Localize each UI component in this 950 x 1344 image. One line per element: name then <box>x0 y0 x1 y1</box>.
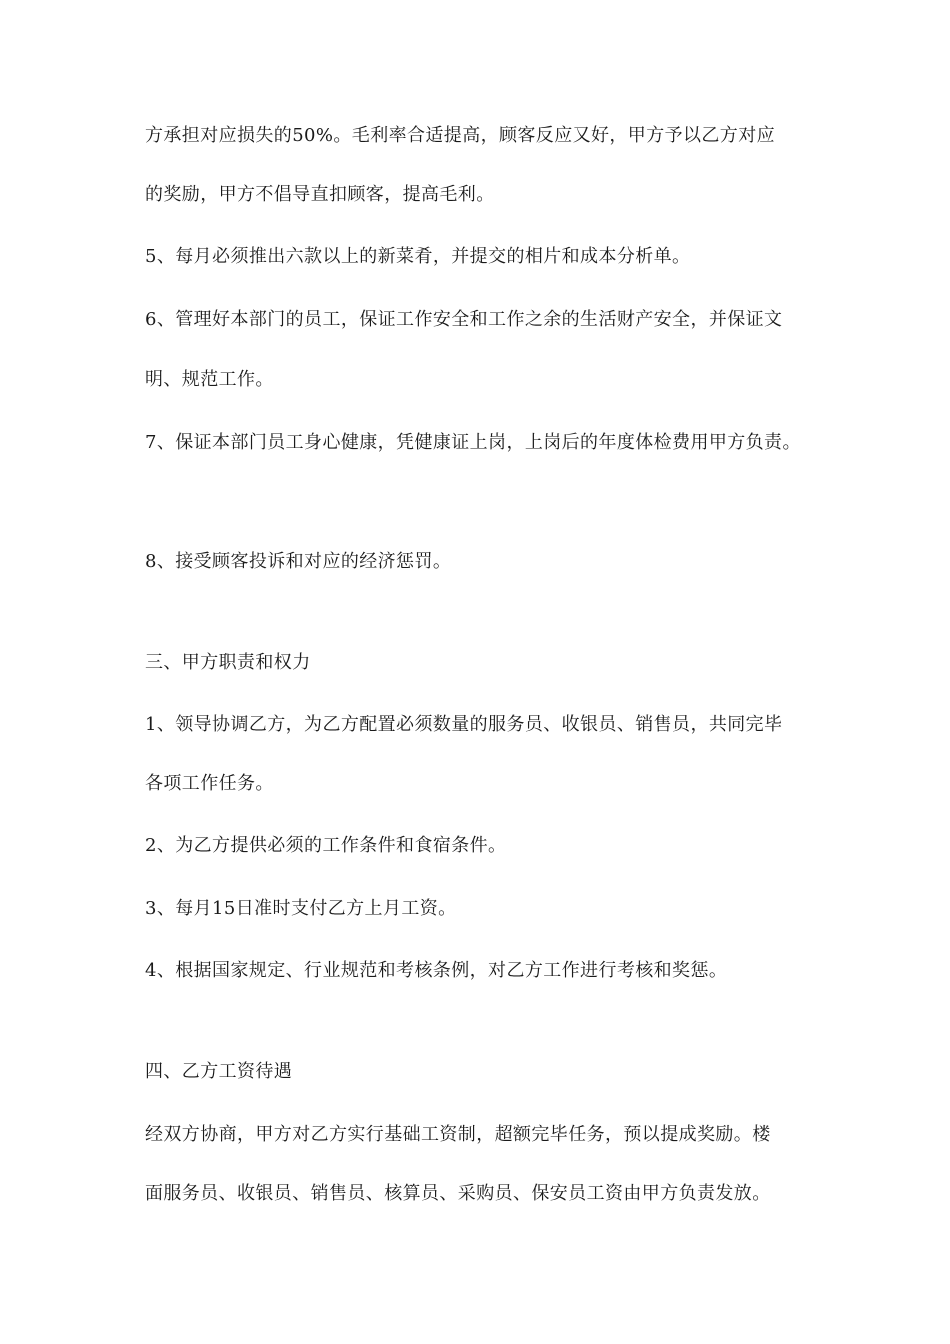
paragraph-line: 方承担对应损失的50%。毛利率合适提高，顾客反应又好，甲方予以乙方对应 <box>145 125 776 146</box>
list-item-5: 5、每月必须推出六款以上的新菜肴，并提交的相片和成本分析单。 <box>145 246 691 267</box>
section-heading-4: 四、乙方工资待遇 <box>145 1061 293 1082</box>
list-item-8: 8、接受顾客投诉和对应的经济惩罚。 <box>145 551 452 572</box>
paragraph-line: 各项工作任务。 <box>145 773 274 794</box>
list-item-1: 1、领导协调乙方，为乙方配置必须数量的服务员、收银员、销售员，共同完毕 <box>145 714 783 735</box>
list-item-2: 2、为乙方提供必须的工作条件和食宿条件。 <box>145 835 507 856</box>
section-heading-3: 三、甲方职责和权力 <box>145 652 311 673</box>
list-item-3: 3、每月15日准时支付乙方上月工资。 <box>145 898 457 919</box>
paragraph-line: 明、规范工作。 <box>145 369 274 390</box>
paragraph-line: 经双方协商，甲方对乙方实行基础工资制，超额完毕任务，预以提成奖励。楼 <box>145 1124 771 1145</box>
list-item-4: 4、根据国家规定、行业规范和考核条例，对乙方工作进行考核和奖惩。 <box>145 960 728 981</box>
list-item-6: 6、管理好本部门的员工，保证工作安全和工作之余的生活财产安全，并保证文 <box>145 309 783 330</box>
list-item-7: 7、保证本部门员工身心健康，凭健康证上岗，上岗后的年度体检费用甲方负责。 <box>145 432 801 453</box>
paragraph-line: 面服务员、收银员、销售员、核算员、采购员、保安员工资由甲方负责发放。 <box>145 1183 771 1204</box>
paragraph-line: 的奖励，甲方不倡导直扣顾客，提高毛利。 <box>145 184 495 205</box>
